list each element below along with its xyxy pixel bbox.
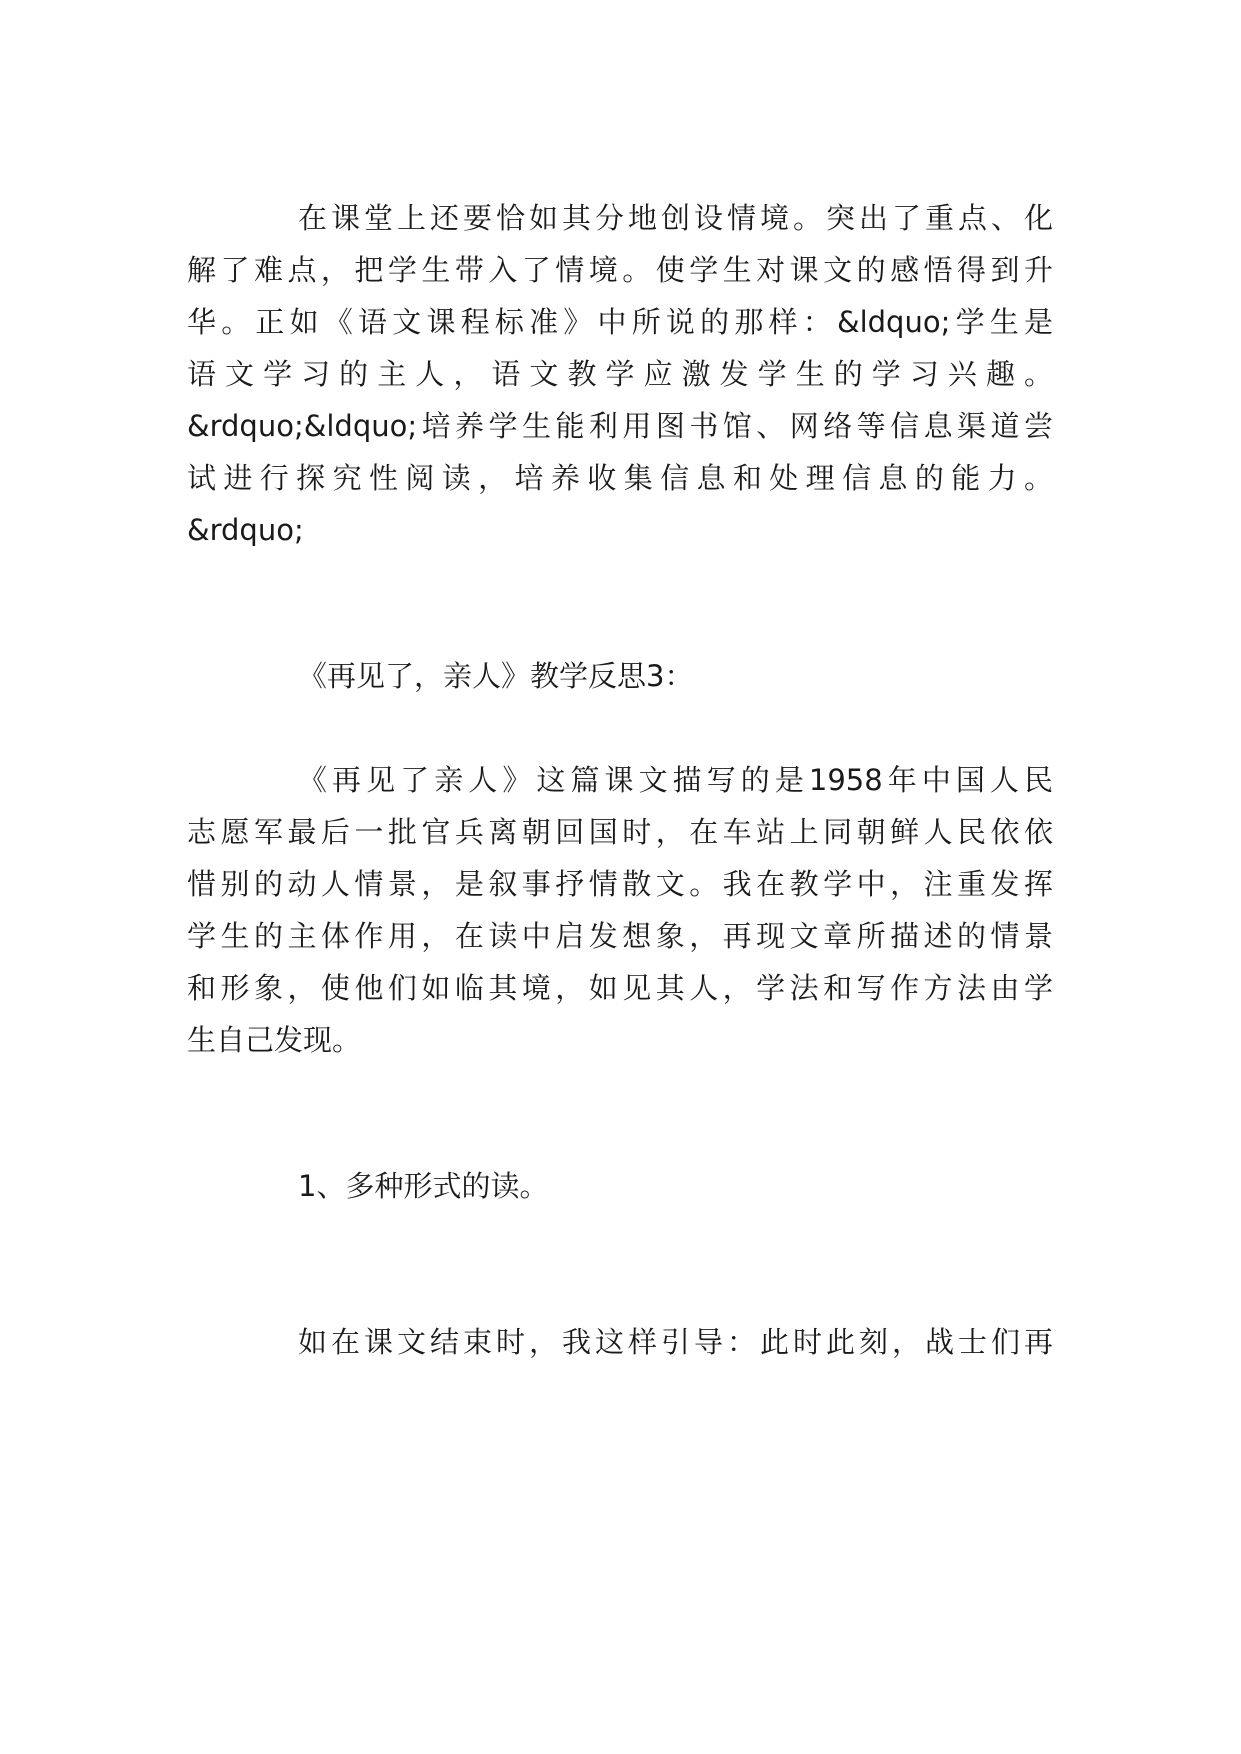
paragraph-1-line-7: &rdquo;	[187, 513, 304, 547]
list-item: 1、多种形式的读。	[298, 1169, 549, 1203]
paragraph-2-line-6: 生自己发现。	[187, 1023, 362, 1057]
paragraph-2-line-2: 志愿军最后一批官兵离朝回国时，在车站上同朝鲜人民依依	[187, 815, 1053, 849]
paragraph-1-line-1: 在课堂上还要恰如其分地创设情境。突出了重点、化	[298, 201, 1053, 235]
paragraph-1-line-4: 语文学习的主人，语文教学应激发学生的学习兴趣。	[187, 357, 1053, 391]
paragraph-2-line-5: 和形象，使他们如临其境，如见其人，学法和写作方法由学	[187, 971, 1053, 1005]
paragraph-1-line-5: &rdquo;&ldquo;培养学生能利用图书馆、网络等信息渠道尝	[187, 409, 1053, 443]
paragraph-1-line-6: 试进行探究性阅读，培养收集信息和处理信息的能力。	[187, 461, 1053, 495]
paragraph-2-line-1: 《再见了亲人》这篇课文描写的是1958年中国人民	[298, 763, 1053, 797]
paragraph-2-line-4: 学生的主体作用，在读中启发想象，再现文章所描述的情景	[187, 919, 1053, 953]
paragraph-1-line-3: 华。正如《语文课程标准》中所说的那样：&ldquo;学生是	[187, 305, 1053, 339]
section-heading: 《再见了，亲人》教学反思3：	[298, 659, 694, 693]
paragraph-1-line-2: 解了难点，把学生带入了情境。使学生对课文的感悟得到升	[187, 253, 1053, 287]
paragraph-2-line-3: 惜别的动人情景，是叙事抒情散文。我在教学中，注重发挥	[187, 867, 1053, 901]
paragraph-3-line-1: 如在课文结束时，我这样引导：此时此刻，战士们再	[298, 1325, 1053, 1359]
